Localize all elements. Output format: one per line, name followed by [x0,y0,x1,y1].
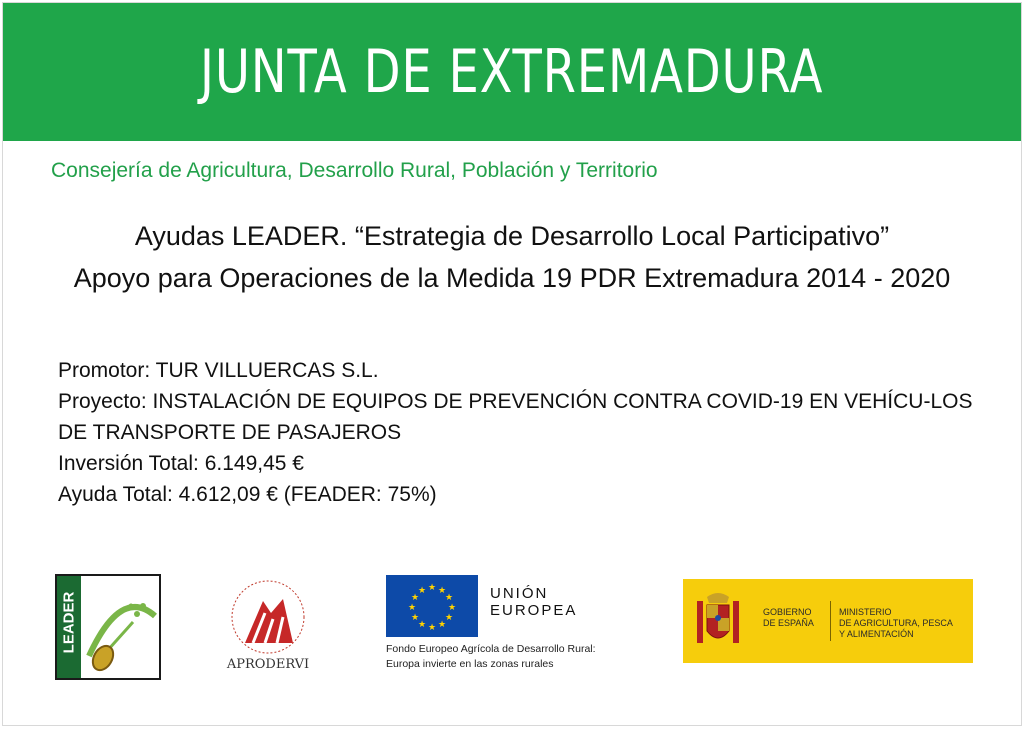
leader-logo-bar [57,576,81,678]
eu-label: UNIÓN EUROPEA [490,585,578,619]
aprodervi-logo [213,573,323,683]
ministerio-text [839,607,953,640]
gobierno-line1: GOBIERNO [763,607,812,617]
eu-fund-line2: Europa invierte en las zonas rurales [386,658,554,670]
program-heading: Ayudas LEADER. “Estrategia de Desarrollo Local Participativo” [134,221,890,251]
svg-text:★: ★ [410,613,420,623]
svg-text:★: ★ [427,623,437,633]
eu-flag [386,575,478,637]
svg-text:★: ★ [437,620,447,630]
svg-text:★: ★ [410,593,420,603]
svg-text:★: ★ [437,586,447,596]
svg-text:★: ★ [447,603,457,613]
svg-text:★: ★ [444,593,454,603]
header-banner [3,3,1021,141]
svg-text:★: ★ [417,586,427,596]
eu-stars-icon [386,575,478,637]
leader-logo-text: LEADER [60,591,78,654]
ministerio-line2: DE AGRICULTURA, PESCA [839,618,953,628]
leader-logo [55,574,161,680]
gobierno-separator [830,601,831,641]
ministerio-line1: MINISTERIO [839,607,892,617]
eu-fund-line1: Fondo Europeo Agrícola de Desarrollo Rural: [386,643,596,655]
ministerio-line3: Y ALIMENTACIÓN [839,629,914,639]
poster [2,2,1022,726]
eu-logo [386,575,636,679]
eu-fund-text [386,642,596,672]
ayuda-line: Ayuda Total: 4.612,09 € (FEADER: 75%) [58,483,437,506]
department-name: Consejería de Agricultura, Desarrollo Rural, Población y Territorio [51,159,658,182]
gobierno-text [763,607,814,629]
aprodervi-emblem-icon [213,573,323,657]
gobierno-logo [683,579,973,663]
svg-text:★: ★ [427,583,437,593]
program-subheading: Apoyo para Operaciones de la Medida 19 PDR Extremadura 2014 - 2020 [73,263,951,293]
aprodervi-name: APRODERVI [226,657,310,672]
svg-text:★: ★ [407,603,417,613]
svg-text:★: ★ [444,613,454,623]
gobierno-line2: DE ESPAÑA [763,618,814,628]
svg-text:★: ★ [417,620,427,630]
spain-coat-of-arms-icon [693,587,743,655]
project-details [58,355,978,510]
promotor-line: Promotor: TUR VILLUERCAS S.L. [58,359,379,382]
banner-title: JUNTA DE EXTREMADURA [200,37,824,107]
leader-emblem-icon [81,576,161,678]
inversion-line: Inversión Total: 6.149,45 € [58,452,304,475]
proyecto-line: Proyecto: INSTALACIÓN DE EQUIPOS DE PREVENCIÓN CONTRA COVID-19 EN VEHÍCU-LOS DE TRANSPORTE DE PASAJEROS [58,390,973,444]
